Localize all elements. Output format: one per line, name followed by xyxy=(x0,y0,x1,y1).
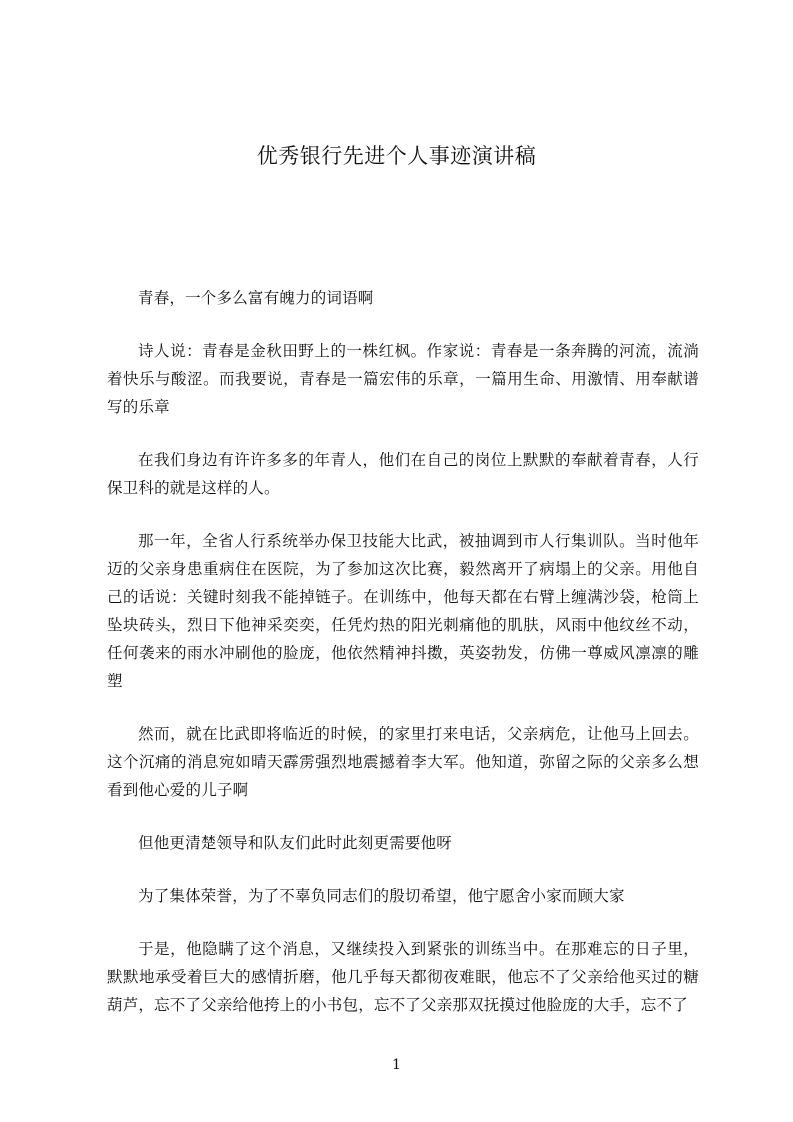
paragraph: 然而，就在比武即将临近的时候，的家里打来电话，父亲病危，让他马上回去。这个沉痛的消息宛如晴天霹雳强烈地震撼着李大军。他知道，弥留之际的父亲多么想看到他心爱的儿子啊 xyxy=(107,725,699,799)
paragraph: 为了集体荣誉，为了不辜负同志们的殷切希望，他宁愿舍小家而顾大家 xyxy=(138,887,625,905)
paragraph: 在我们身边有许许多多的年青人，他们在自己的岗位上默默的奉献着青春，人行保卫科的就是这样的人。 xyxy=(107,451,699,497)
document-body xyxy=(107,284,699,1044)
document-title: 优秀银行先进个人事迹演讲稿 xyxy=(256,144,537,168)
paragraph: 但他更清楚领导和队友们此时此刻更需要他呀 xyxy=(138,834,453,852)
paragraph: 于是，他隐瞒了这个消息，又继续投入到紧张的训练当中。在那难忘的日子里，默默地承受着巨大的感情折磨，他几乎每天都彻夜难眠，他忘不了父亲给他买过的糖葫芦，忘不了父亲给他挎上的小书包，忘不了父亲那双抚摸过他脸庞的大手，忘不了 xyxy=(107,940,699,1014)
page-number: 1 xyxy=(392,1057,401,1073)
paragraph: 诗人说：青春是金秋田野上的一株红枫。作家说：青春是一条奔腾的河流，流淌着快乐与酸涩。而我要说，青春是一篇宏伟的乐章，一篇用生命、用激情、用奉献谱写的乐章 xyxy=(107,342,699,416)
paragraph: 那一年，全省人行系统举办保卫技能大比武，被抽调到市人行集训队。当时他年迈的父亲身患重病住在医院，为了参加这次比赛，毅然离开了病塌上的父亲。用他自己的话说：关键时刻我不能掉链子。在训练中，他每天都在右臂上缠满沙袋，枪筒上坠块砖头，烈日下他神采奕奕，任凭灼热的阳光刺痛他的肌肤，风雨中他纹丝不动，任何袭来的雨水冲刷他的脸庞，他依然精神抖擞，英姿勃发，仿佛一尊威风凛凛的雕塑 xyxy=(107,532,699,690)
paragraph: 青春，一个多么富有魄力的词语啊 xyxy=(138,289,374,307)
